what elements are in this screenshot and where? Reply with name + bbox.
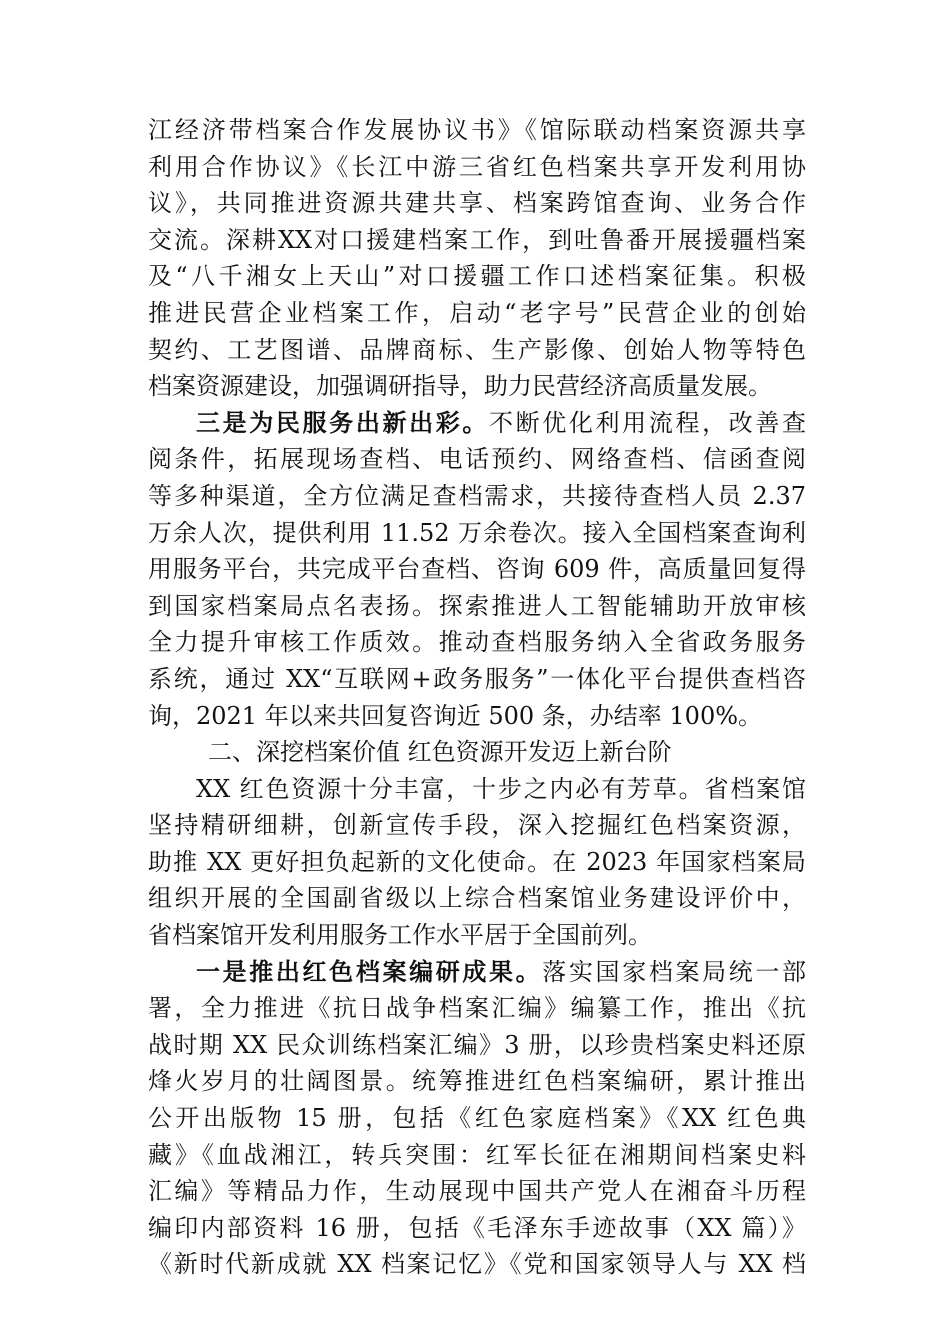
text-line: 全力提升审核工作质效。推动查档服务纳入全省政务服务 [148,628,806,657]
text-line: 署，全力推进《抗日战争档案汇编》编纂工作，推出《抗 [148,994,806,1023]
text-line: 省档案馆开发利用服务工作水平居于全国前列。 [148,921,652,950]
paragraph-cooperation [148,112,806,405]
paragraph-lead: 一是推出红色档案编研成果。 [196,956,543,986]
document-page [148,112,806,1283]
text-line: 等多种渠道，全方位满足查档需求，共接待查档人员 2.37 [148,481,806,510]
text-span: 落实国家档案局统一部 [542,957,806,986]
text-line: 询，2021 年以来共回复咨询近 500 条，办结率 100%。 [148,701,763,730]
section-heading: 二、深挖档案价值 红色资源开发迈上新台阶 [208,738,672,767]
text-line-first [148,405,806,442]
paragraph-public-service [148,405,806,734]
text-line: 议》，共同推进资源共建共享、档案跨馆查询、业务合作 [148,189,806,218]
text-line: 档案资源建设，加强调研指导，助力民营经济高质量发展。 [148,372,772,401]
text-line: 契约、工艺图谱、品牌商标、生产影像、创始人物等特色 [148,335,806,364]
text-line: 用服务平台，共完成平台查档、咨询 609 件，高质量回复得 [148,555,806,584]
text-line-first [148,954,806,991]
text-line: 编印内部资料 16 册，包括《毛泽东手迹故事（XX 篇）》 [148,1213,806,1242]
paragraph-red-resources [148,771,806,954]
text-line: 系统，通过 XX“互联网+政务服务”一体化平台提供查档咨 [148,664,806,693]
paragraph-compilation [148,954,806,1283]
text-line: 组织开展的全国副省级以上综合档案馆业务建设评价中， [148,884,806,913]
paragraph-lead: 三是为民服务出新出彩。 [196,407,489,437]
text-line: 万余人次，提供利用 11.52 万余卷次。接入全国档案查询利 [148,518,806,547]
text-line: 利用合作协议》《长江中游三省红色档案共享开发利用协 [148,152,806,181]
text-line: 及“八千湘女上天山”对口援疆工作口述档案征集。积极 [148,262,806,291]
text-line: 阅条件，拓展现场查档、电话预约、网络查档、信函查阅 [148,445,806,474]
text-line: 藏》《血战湘江，转兵突围：红军长征在湘期间档案史料 [148,1140,806,1169]
text-line: 江经济带档案合作发展协议书》《馆际联动档案资源共享 [148,116,806,144]
text-line: 助推 XX 更好担负起新的文化使命。在 2023 年国家档案局 [148,847,806,876]
text-line: 汇编》等精品力作，生动展现中国共产党人在湘奋斗历程 [148,1177,806,1206]
text-line: 《新时代新成就 XX 档案记忆》《党和国家领导人与 XX 档 [148,1250,806,1279]
text-line: 到国家档案局点名表扬。探索推进人工智能辅助开放审核 [148,591,806,620]
text-line: 公开出版物 15 册，包括《红色家庭档案》《XX 红色典 [148,1104,806,1133]
text-line: 推进民营企业档案工作，启动“老字号”民营企业的创始 [148,298,806,327]
text-line: 坚持精研细耕，创新宣传手段，深入挖掘红色档案资源， [148,811,806,840]
text-line: 交流。深耕XX对口援建档案工作，到吐鲁番开展援疆档案 [148,225,806,254]
text-line: 战时期 XX 民众训练档案汇编》3 册，以珍贵档案史料还原 [148,1030,806,1059]
text-line: 烽火岁月的壮阔图景。统筹推进红色档案编研，累计推出 [148,1067,806,1096]
text-line-first: XX 红色资源十分丰富，十步之内必有芳草。省档案馆 [196,774,806,803]
text-span: 不断优化利用流程，改善查 [489,408,806,437]
